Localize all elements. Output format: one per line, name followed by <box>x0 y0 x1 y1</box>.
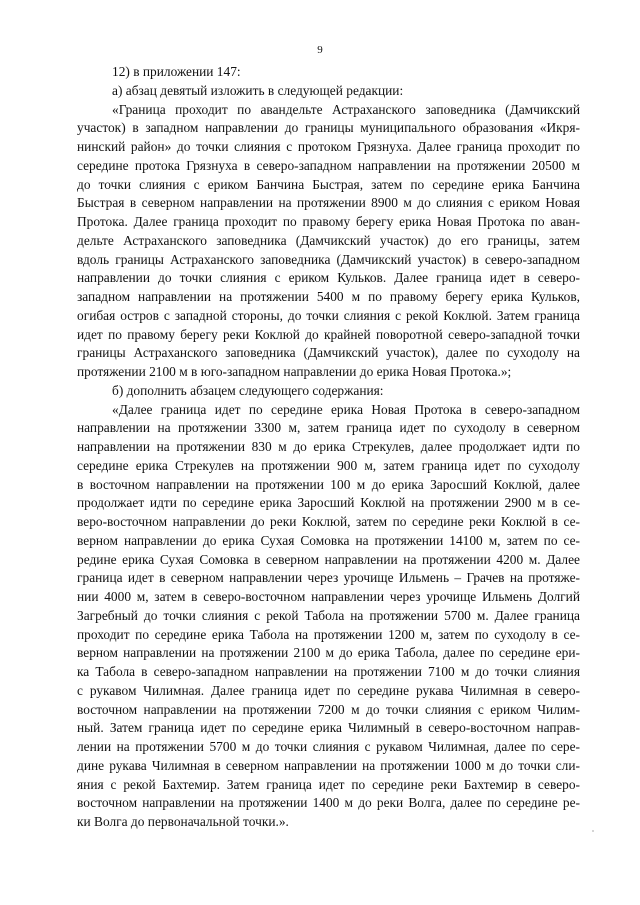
text-line: продолжает идти по середине ерика Заросший Коклюй на протяжении 2900 м в се- <box>77 495 580 511</box>
text-line: вдоль границы Астраханского заповедника (Дамчикский участок) в северо-западном <box>77 251 580 267</box>
text-line: 12) в приложении 147: <box>112 64 241 79</box>
text-line: восточном направлении на протяжении 7200 м до точки слияния с ериком Чилим- <box>77 701 580 717</box>
text-line: лении на протяжении 5700 м до точки слияния с рукавом Чилимная, далее по сере- <box>77 739 580 754</box>
text-line: б) дополнить абзацем следующего содержания: <box>112 382 384 398</box>
text-line: нинский район» до точки слияния с протоком Грязнуха. Далее граница проходит по <box>77 139 580 154</box>
text-line: протяжении 2100 м в юго-западном направлении до ерика Новая Протока.»; <box>77 364 512 379</box>
text-line: верном направлении на протяжении 2100 м до ерика Табола, далее по середине ери- <box>77 645 580 661</box>
text-line: середине протока Грязнуха в северо-западном направлении на протяжении 20500 м <box>77 157 580 173</box>
text-line: идет по правому берегу реки Коклюй до крайней поворотной северо-западной точки <box>77 326 580 342</box>
text-line: Быстрая в северном направлении на протяжении 8900 м до слияния с ериком Новая <box>77 195 580 211</box>
text-line: середине ерика Стрекулев на протяжении 900 м, затем граница идет по суходолу <box>77 457 580 473</box>
text-line: дине рукава Чилимная в северном направлении на протяжении 1000 м до точки сли- <box>77 757 580 773</box>
text-line: восточном направлении на протяжении 1400 м до реки Волга, далее по середине ре- <box>77 795 580 811</box>
text-line: направлении на протяжении 3300 м, затем граница идет по суходолу в северном <box>77 420 580 436</box>
scan-speck <box>592 830 594 832</box>
text-line: проходит по середине ерика Табола на протяжении 1200 м, затем по суходолу в се- <box>77 626 580 642</box>
text-line: огибая остров с западной стороны, до точки слияния с рекой Коклюй. Затем граница <box>77 307 580 323</box>
text-line: редине ерика Сухая Сомовка в северном направлении на протяжении 4200 м. Далее <box>77 551 580 567</box>
text-line: западном направлении на протяжении 5400 м по правому берегу ерика Кульков, <box>77 289 580 304</box>
text-line: дельте Астраханского заповедника (Дамчикский участок) до его границы, затем <box>77 232 580 248</box>
text-line: граница идет в северном направлении через урочище Ильмень – Грачев на протяже- <box>77 570 580 586</box>
text-line: яния с рекой Бахтемир. Затем граница идет по середине реки Бахтемир в северо- <box>77 776 580 792</box>
document-body <box>77 63 580 832</box>
text-line: ный. Затем граница идет по середине ерика Чилимный в северо-восточном направ- <box>77 720 580 736</box>
text-line: «Далее граница идет по середине ерика Новая Протока в северо-западном <box>112 401 580 417</box>
text-line: Протока. Далее граница проходит по правому берегу ерика Новая Протока по аван- <box>77 214 580 229</box>
text-line: направлении на протяжении 830 м до ерика Стрекулев, далее продолжает идти по <box>77 439 580 454</box>
text-line: до точки слияния с ериком Банчина Быстрая, затем по середине ерика Банчина <box>77 176 580 192</box>
page-number: 9 <box>317 44 323 56</box>
text-line: направлении до точки слияния с ериком Кульков. Далее граница идет в северо- <box>77 270 580 286</box>
text-line: «Граница проходит по авандельте Астраханского заповедника (Дамчикский <box>112 101 580 117</box>
text-line: границы Астраханского заповедника (Дамчикский участок), далее по суходолу на <box>77 345 580 361</box>
text-line: участок) в западном направлении до границы муниципального образования «Икря- <box>77 120 580 136</box>
text-line: ки Волга до первоначальной точки.». <box>77 814 289 829</box>
text-line: Загребный до точки слияния с рекой Табола на протяжении 5700 м. Далее граница <box>77 607 580 623</box>
text-line: нии 4000 м, затем в северо-восточном направлении через урочище Ильмень Долгий <box>77 589 580 604</box>
text-line: с рукавом Чилимная. Далее граница идет по середине рукава Чилимная в северо- <box>77 682 580 698</box>
text-line: веро-восточном направлении до реки Коклюй, затем по середине реки Коклюй в се- <box>77 514 580 529</box>
text-line: верном направлении до ерика Сухая Сомовка на протяжении 14100 м, затем по се- <box>77 532 580 548</box>
text-line: в восточном направлении на протяжении 100 м до ерика Заросший Коклюй, далее <box>77 476 580 492</box>
text-line: ка Табола в северо-западном направлении на протяжении 7100 м до точки слияния <box>77 664 580 679</box>
text-line: а) абзац девятый изложить в следующей редакции: <box>112 82 404 98</box>
